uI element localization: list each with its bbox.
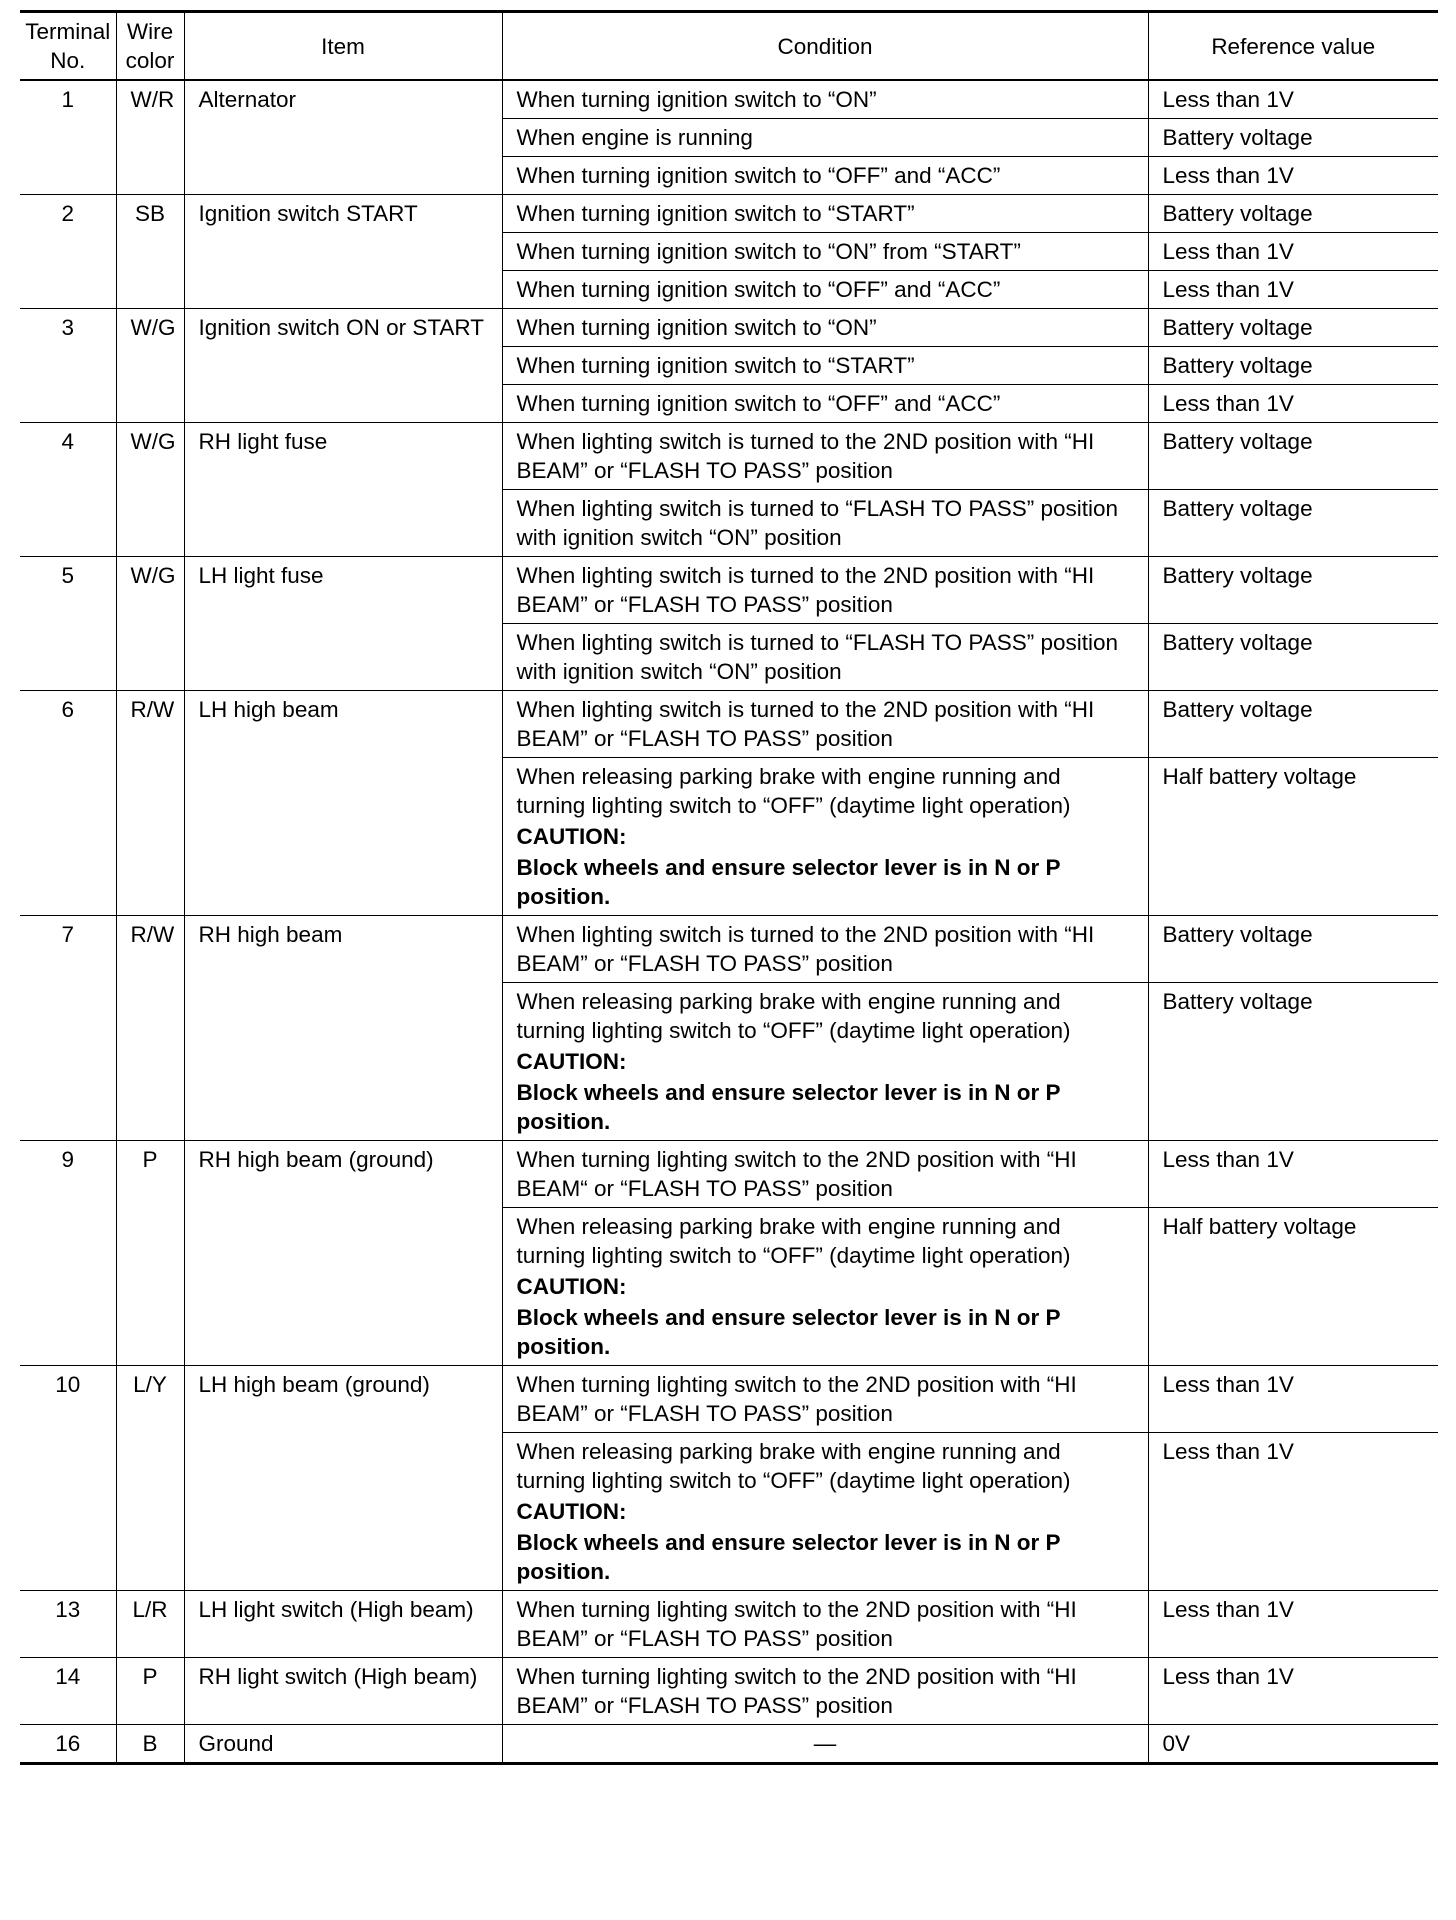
condition-cell xyxy=(502,385,1148,423)
condition-text: When turning ignition switch to “START” xyxy=(516,201,915,226)
condition-cell xyxy=(502,423,1148,490)
caution-text: Block wheels and ensure selector lever is in N or P position. xyxy=(516,855,1061,909)
reference-value-cell: Battery voltage xyxy=(1148,916,1438,983)
caution-title: CAUTION: xyxy=(516,1049,627,1074)
condition-text: When lighting switch is turned to the 2ND position with “HI BEAM” or “FLASH TO PASS” position xyxy=(516,697,1095,751)
header-item: Item xyxy=(184,12,502,81)
condition-text: When releasing parking brake with engine running and turning lighting switch to “OFF” (daytime light operation) xyxy=(516,1214,1071,1268)
item-cell: RH light switch (High beam) xyxy=(184,1658,502,1725)
caution-title: CAUTION: xyxy=(516,824,627,849)
condition-text: When turning ignition switch to “ON” from “START” xyxy=(516,239,1021,264)
reference-value-cell: Less than 1V xyxy=(1148,1366,1438,1433)
item-cell: LH light fuse xyxy=(184,557,502,691)
wire-color-cell: P xyxy=(116,1141,184,1366)
caution-title: CAUTION: xyxy=(516,1274,627,1299)
table-row xyxy=(20,423,1438,490)
reference-value-cell: Less than 1V xyxy=(1148,1141,1438,1208)
reference-value-cell: Battery voltage xyxy=(1148,309,1438,347)
table-row xyxy=(20,1658,1438,1725)
item-cell: RH high beam (ground) xyxy=(184,1141,502,1366)
condition-cell xyxy=(502,1658,1148,1725)
condition-text: When engine is running xyxy=(516,125,753,150)
condition-text: When releasing parking brake with engine running and turning lighting switch to “OFF” (daytime light operation) xyxy=(516,1439,1071,1493)
condition-cell xyxy=(502,758,1148,916)
item-cell: Ignition switch ON or START xyxy=(184,309,502,423)
condition-text: When turning ignition switch to “OFF” and “ACC” xyxy=(516,391,1001,416)
header-condition: Condition xyxy=(502,12,1148,81)
condition-text: When turning lighting switch to the 2ND position with “HI BEAM“ or “FLASH TO PASS” position xyxy=(516,1147,1077,1201)
terminal-no-cell: 10 xyxy=(20,1366,116,1591)
condition-text: When lighting switch is turned to “FLASH TO PASS” position with ignition switch “ON” position xyxy=(516,630,1119,684)
reference-value-cell: Less than 1V xyxy=(1148,271,1438,309)
wire-color-cell: P xyxy=(116,1658,184,1725)
terminal-no-cell: 3 xyxy=(20,309,116,423)
caution-text: Block wheels and ensure selector lever is in N or P position. xyxy=(516,1530,1061,1584)
table-body xyxy=(20,80,1438,1764)
condition-text: When turning ignition switch to “OFF” and “ACC” xyxy=(516,163,1001,188)
condition-cell xyxy=(502,1141,1148,1208)
condition-cell xyxy=(502,916,1148,983)
reference-value-cell: Half battery voltage xyxy=(1148,1208,1438,1366)
condition-cell xyxy=(502,1208,1148,1366)
reference-value-cell: Less than 1V xyxy=(1148,1591,1438,1658)
item-cell: RH light fuse xyxy=(184,423,502,557)
reference-value-cell: Battery voltage xyxy=(1148,490,1438,557)
condition-text: When releasing parking brake with engine running and turning lighting switch to “OFF” (daytime light operation) xyxy=(516,764,1071,818)
reference-value-cell: Battery voltage xyxy=(1148,423,1438,490)
condition-cell xyxy=(502,983,1148,1141)
wire-color-cell: R/W xyxy=(116,691,184,916)
header-wire-color: Wire color xyxy=(116,12,184,81)
reference-value-cell: Battery voltage xyxy=(1148,347,1438,385)
reference-value-cell: Battery voltage xyxy=(1148,195,1438,233)
reference-value-cell: Less than 1V xyxy=(1148,80,1438,119)
terminal-no-cell: 7 xyxy=(20,916,116,1141)
condition-text: When turning lighting switch to the 2ND position with “HI BEAM” or “FLASH TO PASS” position xyxy=(516,1664,1077,1718)
table-row xyxy=(20,1725,1438,1764)
condition-cell xyxy=(502,80,1148,119)
condition-text: When lighting switch is turned to “FLASH TO PASS” position with ignition switch “ON” position xyxy=(516,496,1119,550)
condition-text: When lighting switch is turned to the 2ND position with “HI BEAM” or “FLASH TO PASS” position xyxy=(516,563,1095,617)
terminal-no-cell: 4 xyxy=(20,423,116,557)
item-cell: LH high beam (ground) xyxy=(184,1366,502,1591)
terminal-no-cell: 5 xyxy=(20,557,116,691)
condition-cell xyxy=(502,1366,1148,1433)
table-row xyxy=(20,557,1438,624)
condition-text: When turning ignition switch to “START” xyxy=(516,353,915,378)
table-row xyxy=(20,195,1438,233)
caution-text: Block wheels and ensure selector lever is in N or P position. xyxy=(516,1080,1061,1134)
reference-value-cell: Battery voltage xyxy=(1148,983,1438,1141)
condition-text: When lighting switch is turned to the 2ND position with “HI BEAM” or “FLASH TO PASS” position xyxy=(516,922,1095,976)
condition-text: When turning lighting switch to the 2ND position with “HI BEAM” or “FLASH TO PASS” position xyxy=(516,1372,1077,1426)
wire-color-cell: R/W xyxy=(116,916,184,1141)
wire-color-cell: W/R xyxy=(116,80,184,195)
item-cell: Ground xyxy=(184,1725,502,1764)
caution-text: Block wheels and ensure selector lever is in N or P position. xyxy=(516,1305,1061,1359)
terminal-no-cell: 1 xyxy=(20,80,116,195)
wire-color-cell: L/Y xyxy=(116,1366,184,1591)
condition-text: When releasing parking brake with engine running and turning lighting switch to “OFF” (daytime light operation) xyxy=(516,989,1071,1043)
header-terminal-no: Terminal No. xyxy=(20,12,116,81)
table-row xyxy=(20,916,1438,983)
condition-cell xyxy=(502,557,1148,624)
item-cell: LH high beam xyxy=(184,691,502,916)
item-cell: LH light switch (High beam) xyxy=(184,1591,502,1658)
terminal-no-cell: 6 xyxy=(20,691,116,916)
condition-cell xyxy=(502,1591,1148,1658)
condition-text: When turning ignition switch to “ON” xyxy=(516,315,877,340)
header-reference-value: Reference value xyxy=(1148,12,1438,81)
table-row xyxy=(20,309,1438,347)
condition-text: When turning ignition switch to “ON” xyxy=(516,87,877,112)
reference-value-cell: Battery voltage xyxy=(1148,119,1438,157)
condition-cell xyxy=(502,271,1148,309)
item-cell: RH high beam xyxy=(184,916,502,1141)
table-row xyxy=(20,691,1438,758)
table-row xyxy=(20,80,1438,119)
item-cell: Ignition switch START xyxy=(184,195,502,309)
wire-color-cell: SB xyxy=(116,195,184,309)
condition-cell xyxy=(502,309,1148,347)
reference-value-cell: Less than 1V xyxy=(1148,1658,1438,1725)
table-row xyxy=(20,1591,1438,1658)
reference-value-cell: Less than 1V xyxy=(1148,233,1438,271)
wire-color-cell: W/G xyxy=(116,423,184,557)
terminal-no-cell: 9 xyxy=(20,1141,116,1366)
condition-cell xyxy=(502,233,1148,271)
condition-cell xyxy=(502,119,1148,157)
reference-value-cell: Less than 1V xyxy=(1148,385,1438,423)
condition-text: — xyxy=(813,1731,837,1756)
condition-cell xyxy=(502,1725,1148,1764)
condition-cell xyxy=(502,195,1148,233)
reference-value-cell: Battery voltage xyxy=(1148,691,1438,758)
terminal-no-cell: 16 xyxy=(20,1725,116,1764)
caution-title: CAUTION: xyxy=(516,1499,627,1524)
wire-color-cell: L/R xyxy=(116,1591,184,1658)
terminal-no-cell: 13 xyxy=(20,1591,116,1658)
condition-cell xyxy=(502,490,1148,557)
condition-cell xyxy=(502,691,1148,758)
reference-value-cell: 0V xyxy=(1148,1725,1438,1764)
condition-cell xyxy=(502,157,1148,195)
header-row xyxy=(20,12,1438,81)
reference-value-cell: Battery voltage xyxy=(1148,624,1438,691)
table-row xyxy=(20,1366,1438,1433)
wire-color-cell: W/G xyxy=(116,309,184,423)
reference-value-cell: Half battery voltage xyxy=(1148,758,1438,916)
item-cell: Alternator xyxy=(184,80,502,195)
condition-cell xyxy=(502,624,1148,691)
table-row xyxy=(20,1141,1438,1208)
reference-value-cell: Battery voltage xyxy=(1148,557,1438,624)
condition-text: When turning lighting switch to the 2ND position with “HI BEAM” or “FLASH TO PASS” position xyxy=(516,1597,1077,1651)
reference-value-cell: Less than 1V xyxy=(1148,1433,1438,1591)
condition-text: When turning ignition switch to “OFF” and “ACC” xyxy=(516,277,1001,302)
terminal-reference-table xyxy=(20,10,1438,1765)
reference-value-cell: Less than 1V xyxy=(1148,157,1438,195)
terminal-no-cell: 14 xyxy=(20,1658,116,1725)
condition-cell xyxy=(502,347,1148,385)
wire-color-cell: W/G xyxy=(116,557,184,691)
wire-color-cell: B xyxy=(116,1725,184,1764)
condition-text: When lighting switch is turned to the 2ND position with “HI BEAM” or “FLASH TO PASS” position xyxy=(516,429,1095,483)
condition-cell xyxy=(502,1433,1148,1591)
terminal-no-cell: 2 xyxy=(20,195,116,309)
